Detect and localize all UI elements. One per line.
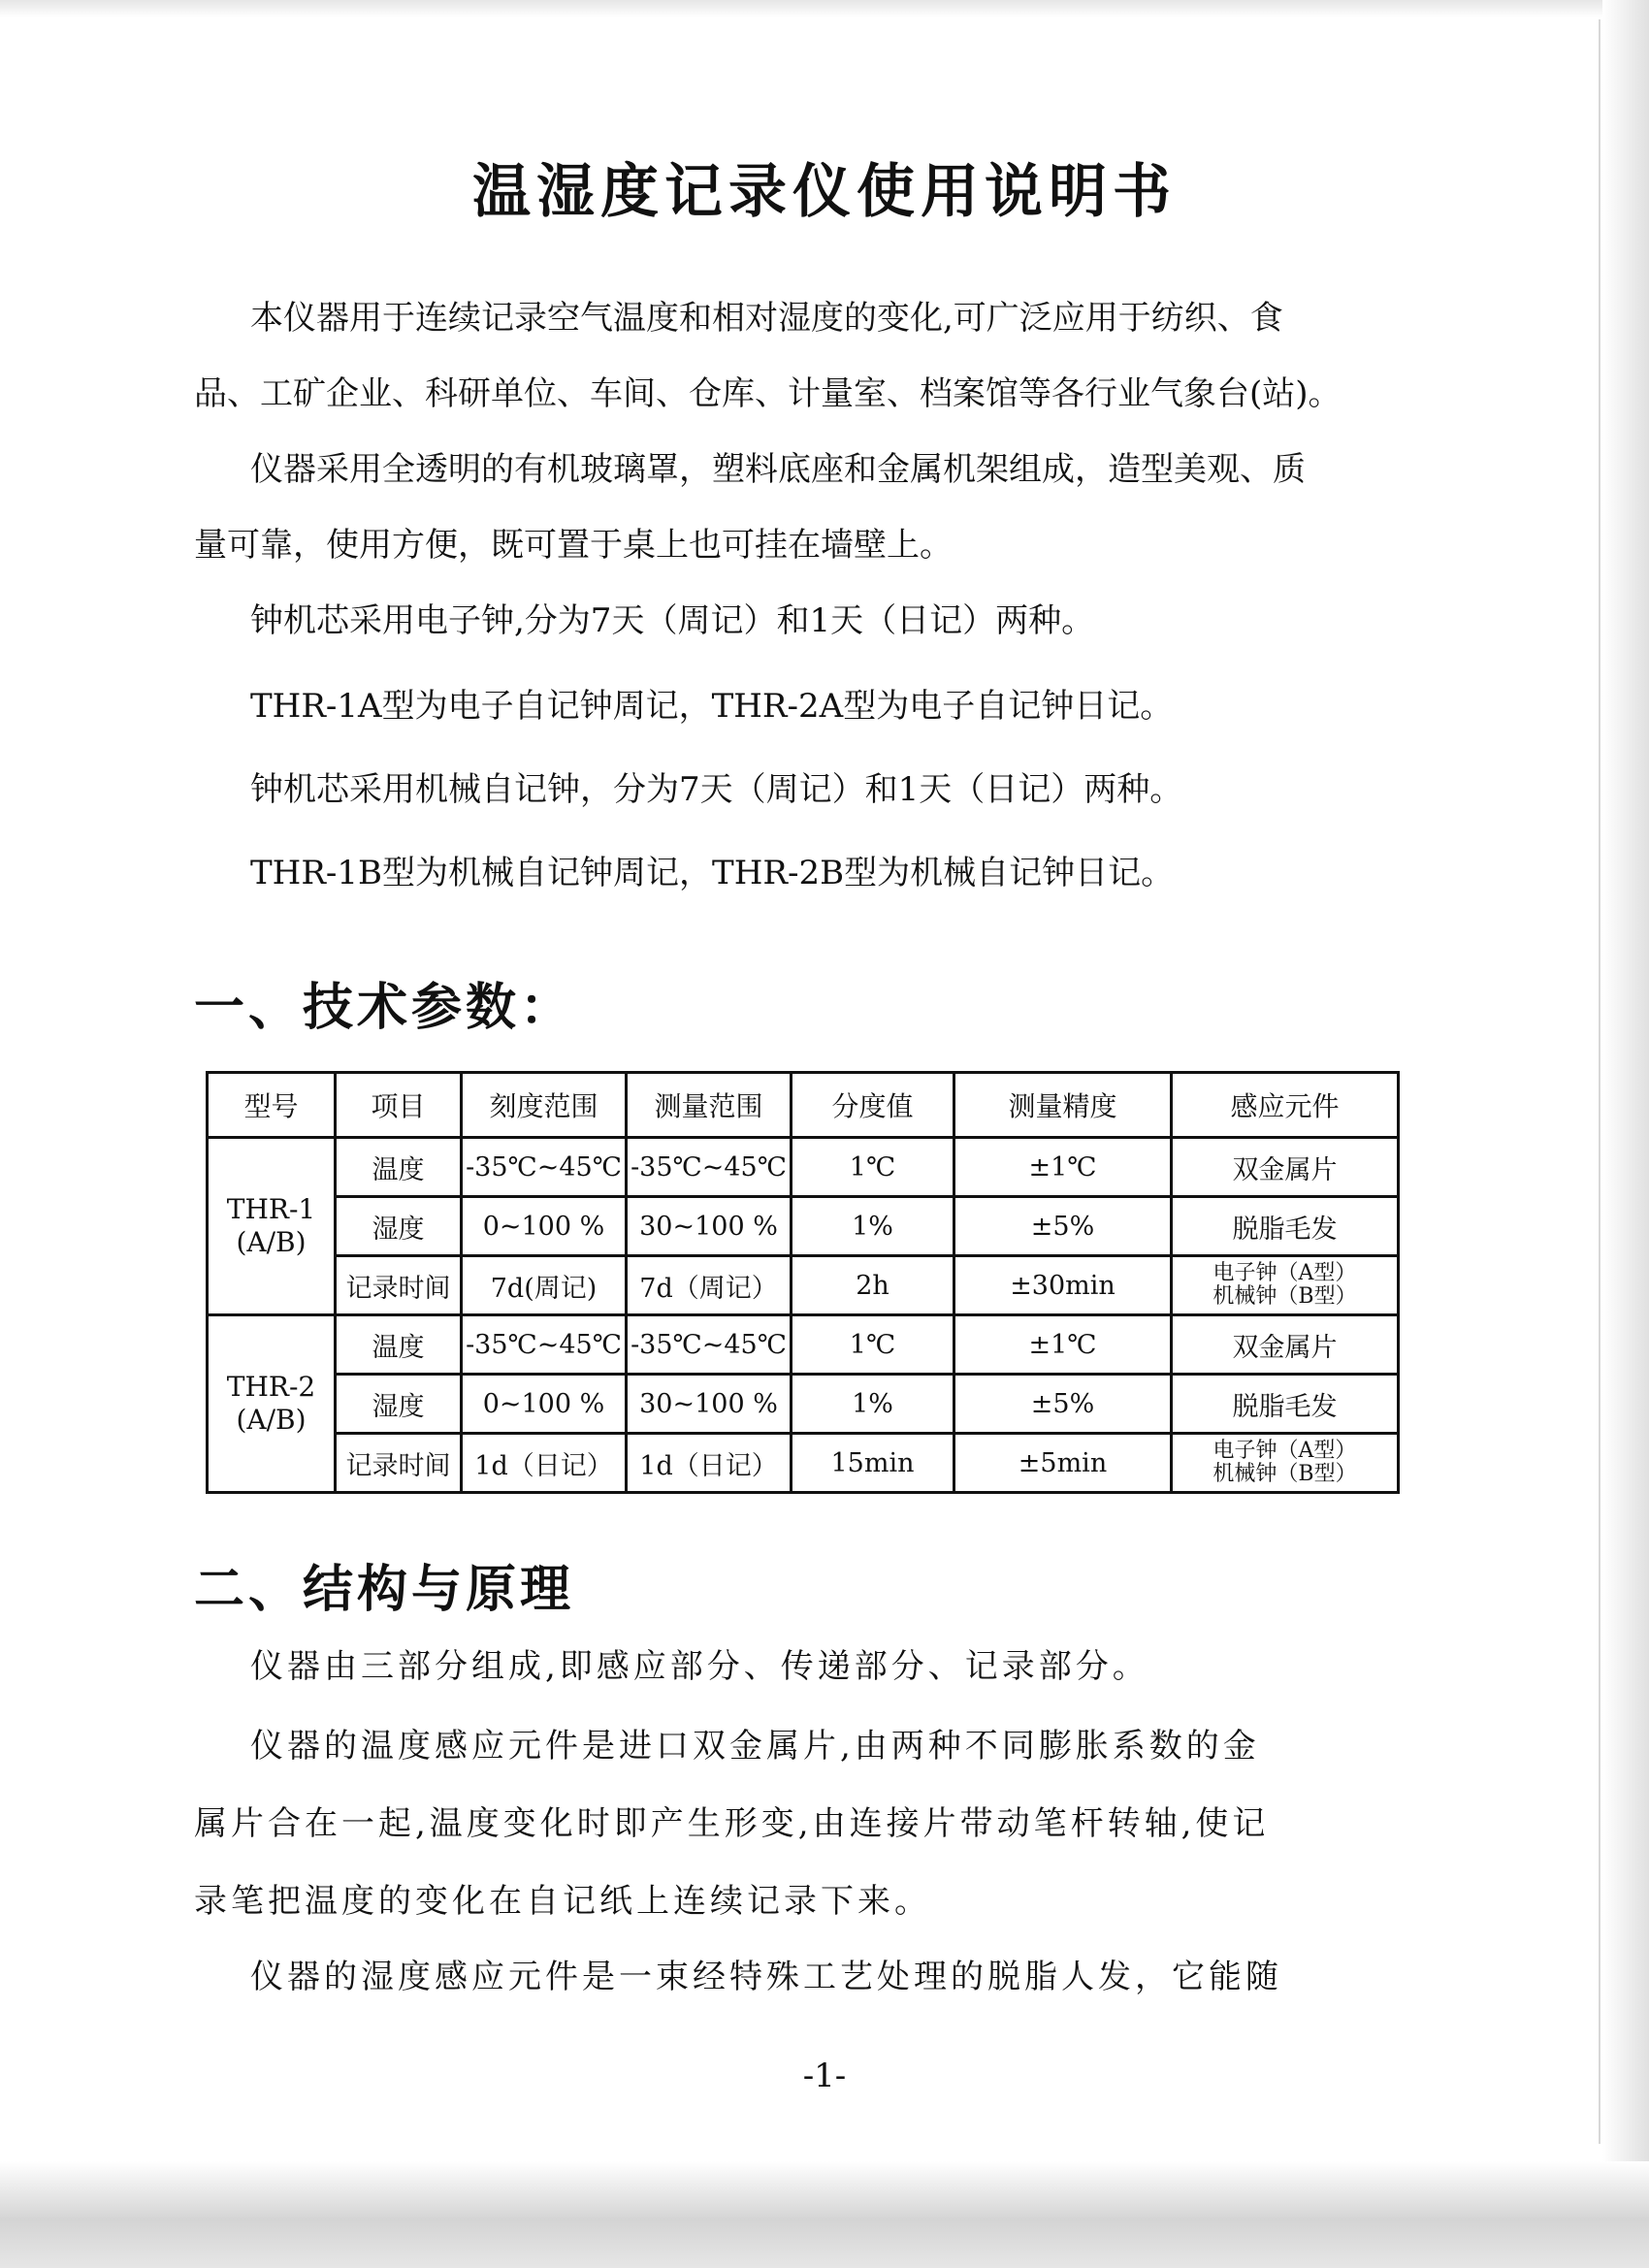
- intro-line-1: 本仪器用于连续记录空气温度和相对湿度的变化,可广泛应用于纺织、食: [250, 299, 1283, 338]
- table-cell: ±1℃: [954, 1315, 1172, 1375]
- document-title: 温湿度记录仪使用说明书: [472, 158, 1177, 226]
- header-scale-range: 刻度范围: [462, 1073, 627, 1138]
- table-cell: ±1℃: [954, 1138, 1172, 1197]
- table-row: [208, 1434, 1399, 1493]
- table-cell: 1℃: [792, 1315, 954, 1375]
- table-cell: ±5%: [954, 1197, 1172, 1256]
- table-cell: 2h: [792, 1256, 954, 1315]
- header-accuracy: 测量精度: [954, 1073, 1172, 1138]
- table-cell: 记录时间: [336, 1256, 462, 1315]
- intro-line-2: 品、工矿企业、科研单位、车间、仓库、计量室、档案馆等各行业气象台(站)。: [194, 374, 1342, 413]
- header-item: 项目: [336, 1073, 462, 1138]
- table-cell: 7d（周记）: [627, 1256, 792, 1315]
- header-sensor: 感应元件: [1172, 1073, 1399, 1138]
- table-cell: ±30min: [954, 1256, 1172, 1315]
- table-cell: 湿度: [336, 1197, 462, 1256]
- table-cell: 脱脂毛发: [1172, 1197, 1399, 1256]
- table-cell: 记录时间: [336, 1434, 462, 1493]
- section-heading-tech-params: 一、技术参数：: [194, 978, 575, 1037]
- table-row: [208, 1138, 1399, 1197]
- header-measure-range: 测量范围: [627, 1073, 792, 1138]
- clock-type-b: 机械钟（B型）: [1212, 1462, 1357, 1486]
- table-cell: ±5%: [954, 1375, 1172, 1434]
- table-cell: 7d(周记): [462, 1256, 627, 1315]
- intro-line-8: THR-1B型为机械自记钟周记，THR-2B型为机械自记钟日记。: [250, 854, 1175, 892]
- structure-line-1: 仪器由三部分组成,即感应部分、传递部分、记录部分。: [250, 1647, 1149, 1686]
- model-cell: [208, 1138, 336, 1315]
- table-cell: 0~100 %: [462, 1375, 627, 1434]
- table-cell: 30~100 %: [627, 1375, 792, 1434]
- table-cell: ±5min: [954, 1434, 1172, 1493]
- table-cell: -35℃~45℃: [462, 1138, 627, 1197]
- table-cell: -35℃~45℃: [627, 1138, 792, 1197]
- table-cell: 0~100 %: [462, 1197, 627, 1256]
- table-row: [208, 1315, 1399, 1375]
- table-cell: 双金属片: [1172, 1315, 1399, 1375]
- model-cell: [208, 1315, 336, 1493]
- table-row: [208, 1256, 1399, 1315]
- intro-line-3: 仪器采用全透明的有机玻璃罩，塑料底座和金属机架组成，造型美观、质: [250, 450, 1306, 489]
- table-cell: 双金属片: [1172, 1138, 1399, 1197]
- clock-type-a: 电子钟（A型）: [1212, 1439, 1357, 1463]
- sensor-clock-cell: [1172, 1256, 1399, 1315]
- structure-line-3: 属片合在一起,温度变化时即产生形变,由连接片带动笔杆转轴,使记: [194, 1804, 1270, 1843]
- table-cell: 30~100 %: [627, 1197, 792, 1256]
- clock-type-a: 电子钟（A型）: [1212, 1261, 1357, 1285]
- intro-line-7: 钟机芯采用机械自记钟，分为7天（周记）和1天（日记）两种。: [250, 770, 1183, 809]
- spec-table: [206, 1071, 1400, 1494]
- table-cell: 1℃: [792, 1138, 954, 1197]
- table-cell: 15min: [792, 1434, 954, 1493]
- table-cell: 1d（日记）: [462, 1434, 627, 1493]
- table-cell: 1%: [792, 1197, 954, 1256]
- table-cell: 脱脂毛发: [1172, 1375, 1399, 1434]
- table-cell: 温度: [336, 1138, 462, 1197]
- table-cell: 1%: [792, 1375, 954, 1434]
- structure-line-4: 录笔把温度的变化在自记纸上连续记录下来。: [194, 1882, 931, 1921]
- table-cell: 1d（日记）: [627, 1434, 792, 1493]
- table-cell: -35℃~45℃: [627, 1315, 792, 1375]
- table-row: [208, 1197, 1399, 1256]
- table-cell: -35℃~45℃: [462, 1315, 627, 1375]
- model-name: THR-2: [226, 1371, 316, 1403]
- table-row: [208, 1375, 1399, 1434]
- header-division: 分度值: [792, 1073, 954, 1138]
- table-cell: 温度: [336, 1315, 462, 1375]
- model-variant: (A/B): [236, 1226, 307, 1258]
- sensor-clock-cell: [1172, 1434, 1399, 1493]
- model-name: THR-1: [226, 1193, 316, 1225]
- table-cell: 湿度: [336, 1375, 462, 1434]
- page-number: -1-: [802, 2057, 847, 2095]
- structure-line-2: 仪器的温度感应元件是进口双金属片,由两种不同膨胀系数的金: [250, 1727, 1260, 1766]
- intro-line-6: THR-1A型为电子自记钟周记，THR-2A型为电子自记钟日记。: [250, 687, 1174, 726]
- section-heading-structure: 二、结构与原理: [194, 1560, 575, 1619]
- header-model: 型号: [208, 1073, 336, 1138]
- clock-type-b: 机械钟（B型）: [1212, 1284, 1357, 1309]
- intro-line-4: 量可靠，使用方便，既可置于桌上也可挂在墙壁上。: [194, 526, 953, 565]
- structure-line-5: 仪器的湿度感应元件是一束经特殊工艺处理的脱脂人发，它能随: [250, 1958, 1282, 1996]
- table-header-row: [208, 1073, 1399, 1138]
- model-variant: (A/B): [236, 1404, 307, 1436]
- intro-line-5: 钟机芯采用电子钟,分为7天（周记）和1天（日记）两种。: [250, 601, 1095, 640]
